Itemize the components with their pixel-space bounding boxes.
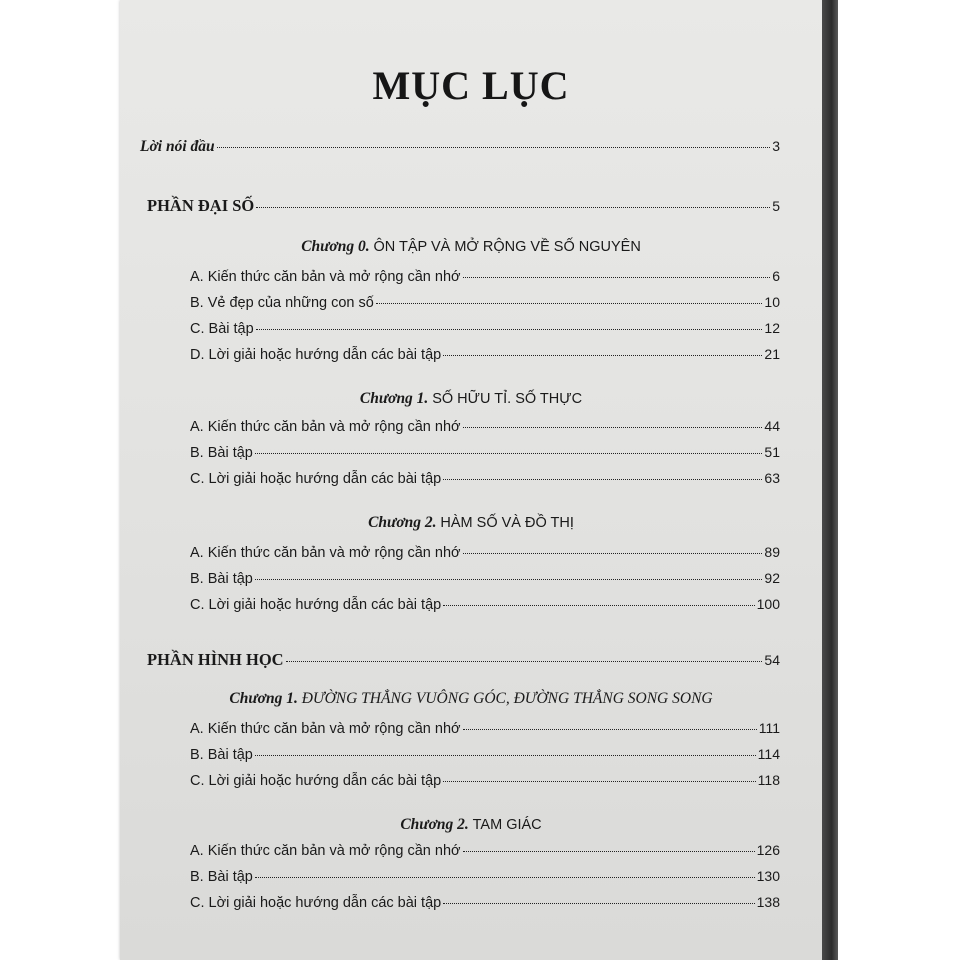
leader-dots (443, 605, 754, 606)
leader-dots (217, 147, 771, 148)
toc-row (190, 544, 780, 561)
page-number: 21 (764, 346, 780, 362)
toc-label: C. Lời giải hoặc hướng dẫn các bài tập (190, 895, 442, 911)
toc-label: A. Kiến thức căn bản và mở rộng cần nhớ (190, 843, 461, 859)
page-number: 111 (758, 720, 780, 736)
toc-row-part-geometry (147, 650, 780, 670)
toc-label: Lời nói đầu (140, 138, 215, 155)
chapter-heading-algebra-0 (120, 238, 822, 256)
leader-dots (443, 355, 762, 356)
toc-row (190, 418, 780, 435)
page-number: 6 (772, 268, 780, 284)
page-title: MỤC LỤC (372, 63, 570, 108)
toc-label: C. Bài tập (190, 321, 254, 337)
toc-label: A. Kiến thức căn bản và mở rộng cần nhớ (190, 419, 461, 435)
chapter-heading-geometry-1 (120, 690, 822, 708)
chapter-title: ĐƯỜNG THẲNG VUÔNG GÓC, ĐƯỜNG THẲNG SONG SONG (301, 690, 713, 707)
toc-row (190, 570, 780, 587)
leader-dots (286, 661, 763, 662)
toc-row (190, 720, 780, 737)
page-number: 118 (757, 772, 780, 788)
toc-row (190, 294, 780, 311)
leader-dots (255, 579, 763, 580)
leader-dots (255, 755, 756, 756)
toc-row (190, 894, 780, 911)
toc-row (190, 746, 780, 763)
page-number: 130 (756, 868, 780, 884)
chapter-heading-geometry-2 (120, 816, 822, 834)
leader-dots (463, 553, 763, 554)
toc-row (190, 868, 780, 885)
leader-dots (443, 781, 755, 782)
toc-label: B. Bài tập (190, 571, 253, 587)
leader-dots (463, 729, 757, 730)
toc-label: A. Kiến thức căn bản và mở rộng cần nhớ (190, 721, 461, 737)
leader-dots (256, 329, 763, 330)
page-number: 138 (756, 894, 780, 910)
toc-label: B. Vẻ đẹp của những con số (190, 295, 374, 311)
chapter-number: Chương 1. (229, 690, 298, 707)
leader-dots (255, 877, 755, 878)
chapter-number: Chương 1. (359, 390, 429, 407)
chapter-number: Chương 0. (301, 238, 370, 255)
page-number: 51 (764, 444, 780, 460)
chapter-title: ÔN TẬP VÀ MỞ RỘNG VỀ SỐ NGUYÊN (373, 239, 641, 255)
page-number: 126 (756, 842, 780, 858)
book-spine (822, 0, 838, 960)
page-number: 63 (764, 470, 780, 486)
toc-label: PHẦN ĐẠI SỐ (147, 196, 255, 215)
page-number: 114 (757, 746, 780, 762)
toc-label: A. Kiến thức căn bản và mở rộng cần nhớ (190, 269, 461, 285)
page-number: 12 (764, 320, 780, 336)
chapter-heading-algebra-1 (120, 390, 822, 408)
page-number: 3 (772, 138, 780, 154)
toc-label: B. Bài tập (190, 747, 253, 763)
toc-row (190, 772, 780, 789)
leader-dots (255, 453, 763, 454)
leader-dots (376, 303, 763, 304)
page-number: 92 (764, 570, 780, 586)
page-number: 89 (764, 544, 780, 560)
page-number: 54 (764, 652, 780, 668)
toc-label: PHẦN HÌNH HỌC (147, 650, 284, 669)
toc-row (190, 596, 780, 613)
page-number: 44 (764, 418, 780, 434)
toc-row (190, 470, 780, 487)
toc-row-part-algebra (147, 196, 780, 216)
leader-dots (463, 277, 771, 278)
toc-label: B. Bài tập (190, 869, 253, 885)
toc-label: B. Bài tập (190, 445, 253, 461)
toc-label: C. Lời giải hoặc hướng dẫn các bài tập (190, 597, 442, 613)
background-margin (838, 0, 960, 960)
leader-dots (256, 207, 770, 208)
toc-label: C. Lời giải hoặc hướng dẫn các bài tập (190, 471, 442, 487)
chapter-title: HÀM SỐ VÀ ĐỒ THỊ (440, 515, 574, 531)
chapter-title: TAM GIÁC (472, 817, 542, 833)
toc-row (190, 346, 780, 363)
leader-dots (463, 851, 755, 852)
toc-row (190, 444, 780, 461)
toc-label: C. Lời giải hoặc hướng dẫn các bài tập (190, 773, 442, 789)
leader-dots (443, 903, 754, 904)
chapter-number: Chương 2. (368, 514, 437, 531)
toc-row-intro (140, 138, 780, 156)
toc-label: D. Lời giải hoặc hướng dẫn các bài tập (190, 347, 442, 363)
chapter-number: Chương 2. (400, 816, 469, 833)
page-number: 5 (772, 198, 780, 214)
leader-dots (443, 479, 762, 480)
chapter-heading-algebra-2 (120, 514, 822, 532)
toc-row (190, 842, 780, 859)
leader-dots (463, 427, 763, 428)
page-number: 100 (756, 596, 780, 612)
toc-row (190, 320, 780, 337)
chapter-title: SỐ HỮU TỈ. SỐ THỰC (432, 391, 583, 407)
toc-label: A. Kiến thức căn bản và mở rộng cần nhớ (190, 545, 461, 561)
toc-row (190, 268, 780, 285)
page-number: 10 (764, 294, 780, 310)
